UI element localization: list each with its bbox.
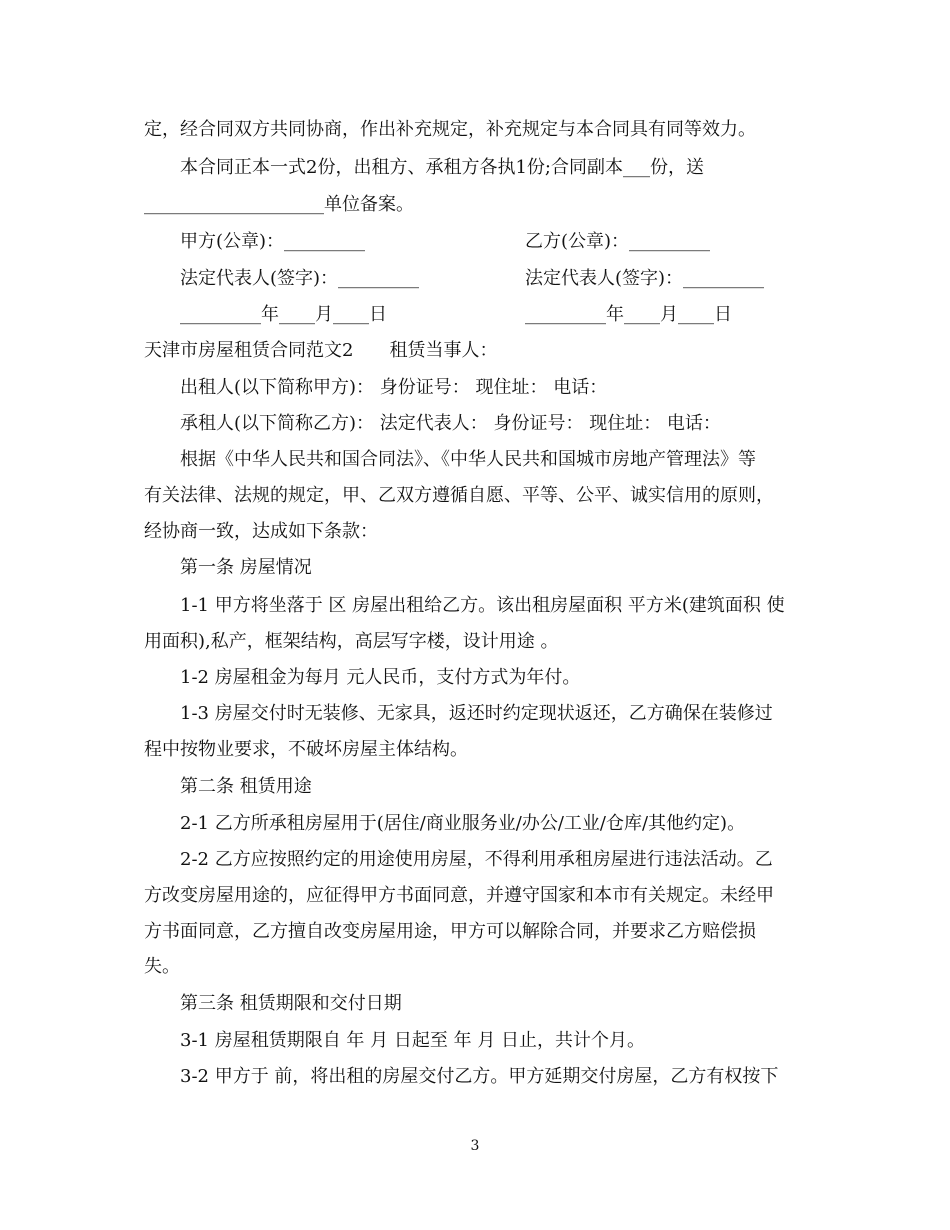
party-b-seal: 乙方(公章)：_________	[525, 231, 711, 252]
page-number: 3	[470, 1138, 480, 1154]
document-page: 定，经合同双方共同协商，作出补充规定，补充规定与本合同具有同等效力。 本合同正本一式2份，出租方、承租方各执1份;合同副本___份，送 ____________________单位备案。 甲方(公章)：_________ 乙方(公章)：_________ 法定代表人(签字)：_________ 法定代表人(签字)：_________ _________年____月____日 _________年____月____日 天津市房屋租赁合同范文2 租赁当事人： 出租人(以下简称甲方)： 身份证号： 现住址： 电话： 承租人(以下简称乙方)： 法定代表人： 身份证号： 现住址： 电话： 根据《中华人民共和国合同法》、《中华人民共和国城市房地产管理法》等 有关法律、法规的规定，甲、乙双方遵循自愿、平等、公平、诚实信用的原则， 经协商一致，达成如下条款： 第一条 房屋情况 1-1 甲方将坐落于 区 房屋出租给乙方。该出租房屋面积 平方米(建筑面积 使 用面积),私产，框架结构，高层写字楼，设计用途 。 1-2 房屋租金为每月 元人民币，支付方式为年付。 1-3 房屋交付时无装修、无家具，返还时约定现状返还，乙方确保在装修过 程中按物业要求，不破坏房屋主体结构。 第二条 租赁用途 2-1 乙方所承租房屋用于(居住/商业服务业/办公/工业/仓库/其他约定)。 2-2 乙方应按照约定的用途使用房屋，不得利用承租房屋进行违法活动。乙 方改变房屋用途的，应征得甲方书面同意，并遵守国家和本市有关规定。未经甲 方书面同意，乙方擅自改变房屋用途，甲方可以解除合同，并要求乙方赔偿损 失。 第三条 租赁期限和交付日期 3-1 房屋租赁期限自 年 月 日起至 年 月 日止，共计个月。 3-2 甲方于 前，将出租的房屋交付乙方。甲方延期交付房屋，乙方有权按下 3	[0, 0, 950, 1230]
party-b-representative: 法定代表人(签字)：_________	[525, 268, 765, 289]
party-b-date: _________年____月____日	[525, 304, 732, 325]
party-a-representative: 法定代表人(签字)：_________	[180, 268, 420, 289]
party-a-seal: 甲方(公章)：_________	[180, 231, 366, 252]
party-a-date: _________年____月____日	[180, 304, 387, 325]
